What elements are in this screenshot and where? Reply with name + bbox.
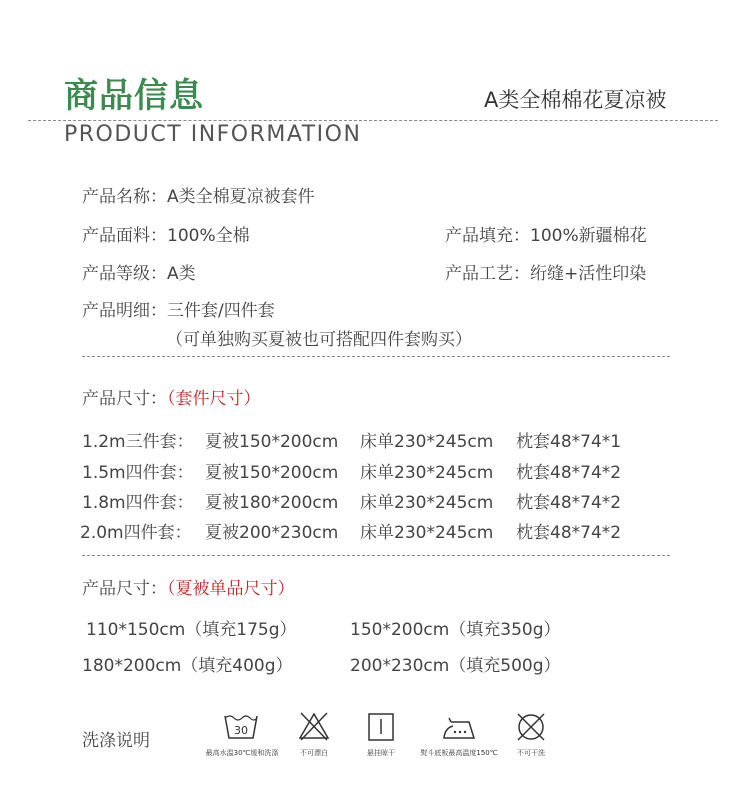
set-row bbox=[82, 488, 194, 513]
page-title-en: PRODUCT INFORMATION bbox=[64, 122, 362, 147]
product-detail-note: （可单独购买夏被也可搭配四件套购买） bbox=[166, 330, 472, 350]
set-name: 1.2m三件套： bbox=[82, 432, 194, 452]
single-size-highlight: （夏被单品尺寸） bbox=[167, 579, 295, 599]
product-grade: 产品等级：A类 bbox=[82, 264, 196, 284]
set-sheet: 床单230*245cm bbox=[360, 493, 494, 513]
set-size-highlight: （套件尺寸） bbox=[167, 389, 261, 409]
iron-icon bbox=[441, 716, 477, 742]
product-fabric: 产品面料：100%全棉 bbox=[82, 226, 250, 246]
size-divider bbox=[82, 555, 670, 556]
set-sheet: 床单230*245cm bbox=[360, 523, 494, 543]
no-bleach-icon bbox=[298, 711, 330, 741]
product-name: 产品名称：A类全棉夏凉被套件 bbox=[82, 187, 315, 207]
wash-temp: 30 bbox=[234, 724, 248, 737]
set-name: 1.5m四件套： bbox=[82, 463, 194, 483]
product-craft: 产品工艺：绗缝+活性印染 bbox=[445, 264, 647, 284]
product-title: A类全棉棉花夏凉被 bbox=[484, 88, 667, 112]
header-divider bbox=[28, 120, 718, 121]
care-icon-label: 最高水温30℃缓和洗涤 bbox=[205, 749, 279, 757]
care-label: 洗涤说明 bbox=[82, 731, 150, 751]
set-pillow: 枕套48*74*2 bbox=[516, 463, 622, 483]
no-dry-clean-icon bbox=[515, 711, 547, 743]
care-icon-label: 不可干洗 bbox=[517, 749, 545, 757]
care-icon-label: 悬挂晾干 bbox=[367, 749, 395, 757]
set-quilt: 夏被180*200cm bbox=[205, 493, 339, 513]
set-pillow: 枕套48*74*2 bbox=[516, 493, 622, 513]
single-size-heading bbox=[82, 574, 295, 599]
product-detail: 产品明细：三件套/四件套 bbox=[82, 301, 275, 321]
single-size-item: 200*230cm（填充500g） bbox=[350, 656, 561, 676]
set-size-label: 产品尺寸： bbox=[82, 389, 167, 409]
page-title: 商品信息 bbox=[64, 76, 204, 116]
wash-30-icon bbox=[223, 712, 259, 742]
set-name: 2.0m四件套： bbox=[80, 523, 192, 543]
set-row bbox=[80, 518, 192, 543]
info-divider bbox=[82, 356, 670, 357]
single-size-item: 150*200cm（填充350g） bbox=[350, 620, 561, 640]
set-sheet: 床单230*245cm bbox=[360, 463, 494, 483]
care-icon-label: 熨斗底板最高温度150℃ bbox=[420, 749, 498, 757]
care-icon-label: 不可漂白 bbox=[300, 749, 328, 757]
single-size-item: 110*150cm（填充175g） bbox=[86, 620, 297, 640]
set-sheet: 床单230*245cm bbox=[360, 432, 494, 452]
set-pillow: 枕套48*74*2 bbox=[516, 523, 622, 543]
single-size-label: 产品尺寸： bbox=[82, 579, 167, 599]
set-name: 1.8m四件套： bbox=[82, 493, 194, 513]
set-quilt: 夏被150*200cm bbox=[205, 463, 339, 483]
set-size-heading bbox=[82, 384, 261, 409]
set-quilt: 夏被150*200cm bbox=[205, 432, 339, 452]
set-row bbox=[82, 427, 194, 452]
set-row bbox=[82, 458, 194, 483]
hang-dry-icon bbox=[367, 712, 395, 742]
product-filling: 产品填充：100%新疆棉花 bbox=[445, 226, 647, 246]
set-quilt: 夏被200*230cm bbox=[205, 523, 339, 543]
set-pillow: 枕套48*74*1 bbox=[516, 432, 622, 452]
single-size-item: 180*200cm（填充400g） bbox=[82, 656, 293, 676]
